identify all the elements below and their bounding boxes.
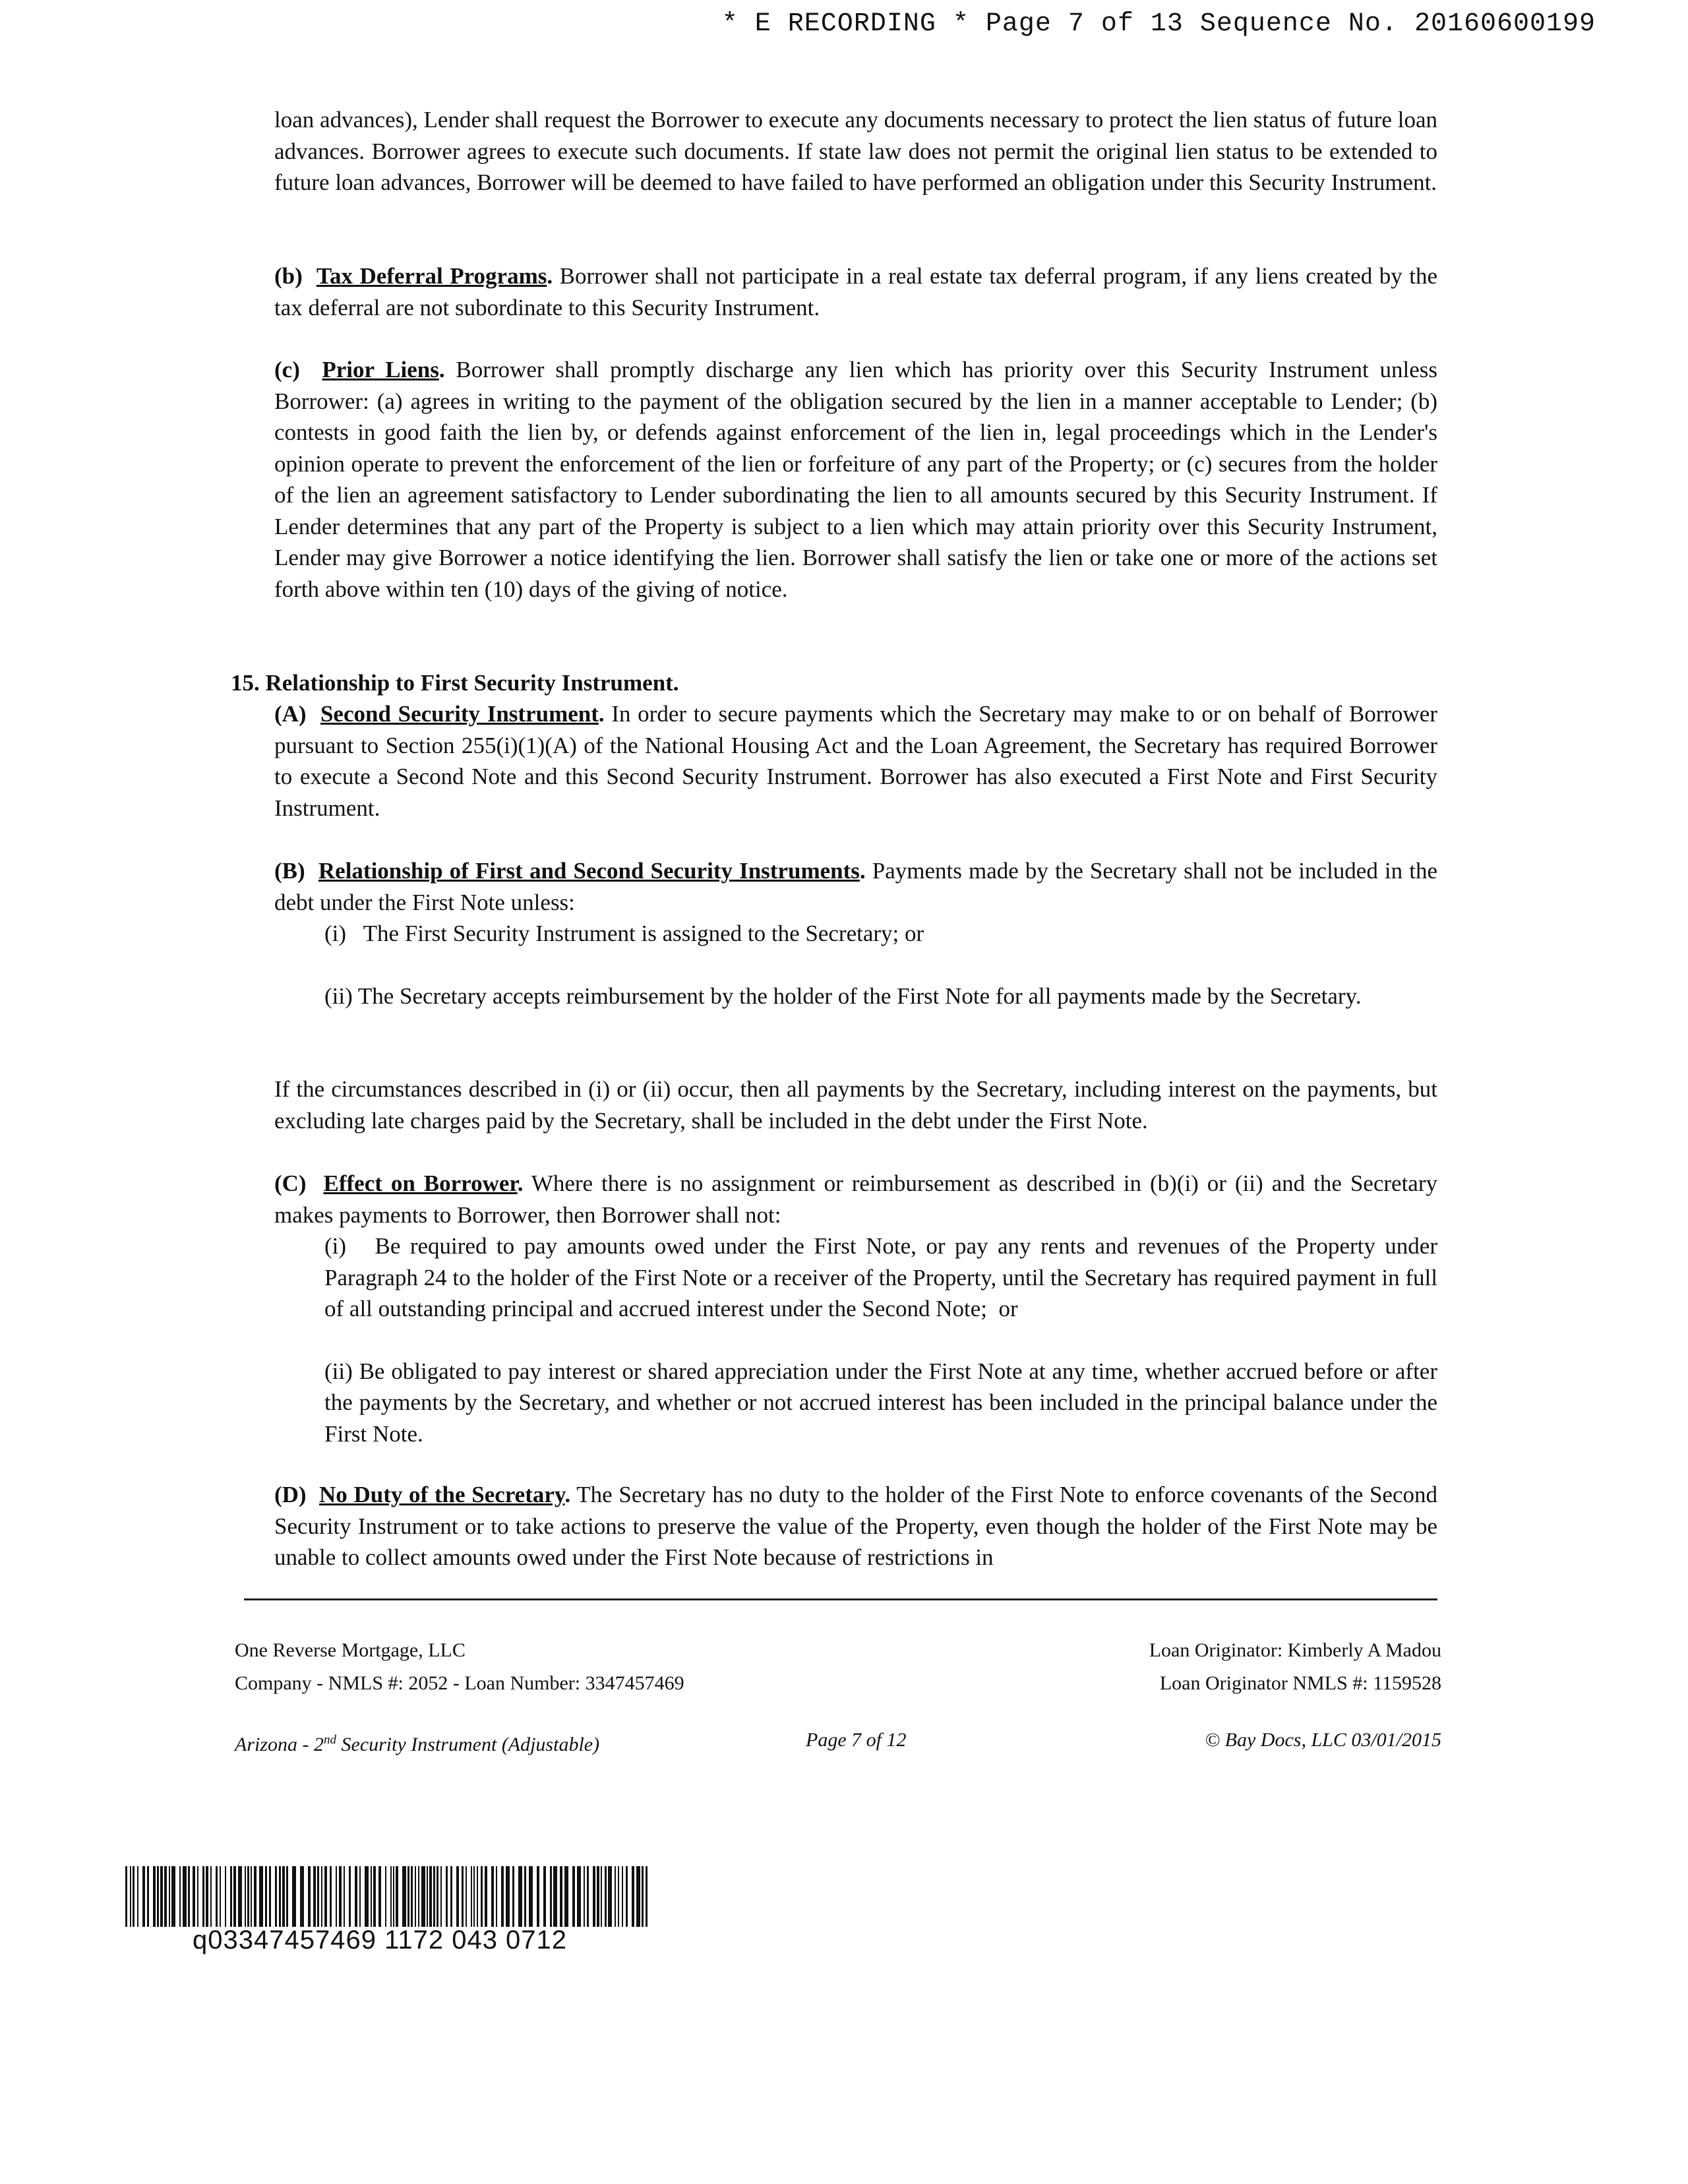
company-name: One Reverse Mortgage, LLC xyxy=(235,1639,466,1661)
barcode-bar xyxy=(254,1866,256,1927)
barcode-bar xyxy=(330,1866,332,1927)
barcode-bar xyxy=(245,1866,246,1927)
barcode-bar xyxy=(202,1866,204,1927)
section-text: The Secretary has no duty to the holder of the First Note to enforce covenants of the Second Security Instrument or to take actions to preserve the value of the Property, even though the holder of the First Note may be unable to collect amounts owed under the First Note because of restrictions in xyxy=(274,1482,1438,1570)
barcode-bar xyxy=(537,1866,539,1927)
barcode-bar xyxy=(415,1866,416,1927)
barcode-bar xyxy=(577,1866,581,1927)
barcode-bar xyxy=(466,1866,467,1927)
company-nmls: Company - NMLS #: 2052 - Loan Number: 3347457469 xyxy=(235,1672,684,1694)
barcode-number: q03347457469 1172 043 0712 xyxy=(193,1926,568,1955)
footer-divider xyxy=(244,1598,1437,1600)
paragraph-second-security: (A) Second Security Instrument. In order to secure payments which the Secretary may make to or on behalf of Borrower pursuant to Section 255(i)(1)(A) of the National Housing Act and the Loan Agreement, the Secretary has required Borrower to execute a Second Note and this Second Security Instrument. Borrower has also executed a First Note and First Security Instrument. xyxy=(274,701,1437,821)
barcode-bar xyxy=(349,1866,351,1927)
barcode-bar xyxy=(292,1866,296,1927)
barcode-bar xyxy=(433,1866,435,1927)
barcode-bar xyxy=(385,1866,386,1927)
barcode-bar xyxy=(632,1866,634,1927)
paragraph-circumstances xyxy=(274,1074,1437,1136)
barcode-bar xyxy=(572,1866,575,1927)
barcode-bar xyxy=(171,1866,175,1927)
barcode-bar xyxy=(477,1866,478,1927)
section-text: Where there is no assignment or reimbursement as described in (b)(i) or (ii) and the Secretary makes payments to Borrower, then Borrower shall not: xyxy=(274,1170,1437,1228)
barcode-bar xyxy=(437,1866,438,1927)
paragraph-prior-liens: (c) Prior Liens. Borrower shall promptly discharge any lien which has priority over this Security Instrument unless Borrower: (a) agrees in writing to the payment of the obligation secured by the lien in a manner acceptable to Lender; (b) contests in good faith the lien by, or defends against enforcement of the lien in, legal proceedings which in the Lender's opinion operate to prevent the enforcement of the lien or forfeiture of any part of the Property; or (c) secures from the holder of the lien an agreement satisfactory to Lender subordinating the lien to all amounts secured by this Security Instrument. If Lender determines that any part of the Property is subject to a lien which may attain priority over this Security Instrument, Lender may give Borrower a notice identifying the lien. Borrower shall satisfy the lien or take one or more of the actions set forth above within ten (10) days of the giving of notice. xyxy=(274,357,1438,602)
barcode-bar xyxy=(188,1866,190,1927)
barcode-bar xyxy=(344,1866,345,1927)
section-text: Borrower shall promptly discharge any lien which has priority over this Security Instrument unless Borrower: (a) agrees in writing to the payment of the obligation secured by the lien in a manner acceptable to Lender; (b) contests in good faith the lien by, or defends against enforcement of the lien in, legal proceedings which in the Lender's opinion operate to prevent the enforcement of the lien or forfeiture of any part of the Property; or (c) secures from the holder of the lien an agreement satisfactory to Lender subordinating the lien to all amounts secured by this Security Instrument. If Lender determines that any part of the Property is subject to a lien which may attain priority over this Security Instrument, Lender may give Borrower a notice identifying the lien. Borrower shall satisfy the lien or take one or more of the actions set forth above within ten (10) days of the giving of notice. xyxy=(274,357,1438,602)
section-title: Effect on Borrower xyxy=(323,1170,518,1196)
barcode-bar xyxy=(501,1866,504,1927)
barcode-bar xyxy=(560,1866,562,1927)
copyright: © Bay Docs, LLC 03/01/2015 xyxy=(1205,1729,1441,1751)
barcode-bar xyxy=(553,1866,557,1927)
barcode-bar xyxy=(279,1866,281,1927)
barcode-bar xyxy=(446,1866,448,1927)
barcode-bar xyxy=(359,1866,361,1927)
barcode-bar xyxy=(324,1866,327,1927)
barcode-bar xyxy=(543,1866,546,1927)
barcode-bar xyxy=(421,1866,425,1927)
section-title: Relationship of First and Second Security Instruments xyxy=(318,858,860,884)
paragraph-effect-borrower: (C) Effect on Borrower. Where there is no assignment or reimbursement as described in (b)(i) or (ii) and the Secretary makes payments to Borrower, then Borrower shall not: (i) Be required to pay amounts owed under the First Note, or pay any rents and revenues of the Property under Paragraph 24 to the holder of the First Note or a receiver of the Property, until the Secretary has required payment in full of all outstanding principal and accrued interest under the Second Note; or (ii) Be obligated to pay interest or shared appreciation under the First Note at any time, whether accrued before or after the payments by the Secretary, and whether or not accrued interest has been included in the principal balance under the First Note. xyxy=(274,1168,1437,1449)
barcode-bar xyxy=(518,1866,522,1927)
barcode-bar xyxy=(402,1866,406,1927)
list-item-c-i: (i) Be required to pay amounts owed under the First Note, or pay any rents and revenues of the Property under Paragraph 24 to the holder of the First Note or a receiver of the Property, until the Secretary has required payment in full of all outstanding principal and accrued interest under the Second Note; or xyxy=(324,1233,1443,1321)
barcode-bar xyxy=(427,1866,428,1927)
barcode-bar xyxy=(216,1866,218,1927)
section-label: (A) xyxy=(274,701,307,727)
list-item-b-ii: (ii) The Secretary accepts reimbursement by the holder of the First Note for all payments made by the Secretary. xyxy=(324,983,1362,1009)
section-text: Borrower shall not participate in a real estate tax deferral program, if any liens created by the tax deferral are not subordinate to this Security Instrument. xyxy=(274,263,1438,320)
section-title: Tax Deferral Programs xyxy=(316,263,547,289)
barcode-bar xyxy=(238,1866,242,1927)
barcode-bar xyxy=(164,1866,167,1927)
barcode-bar xyxy=(450,1866,452,1927)
barcode-bar xyxy=(584,1866,585,1927)
barcode-bar xyxy=(308,1866,311,1927)
barcode-bar xyxy=(147,1866,149,1927)
form-name xyxy=(235,1724,599,1761)
barcode-bar xyxy=(286,1866,288,1927)
section-title: No Duty of the Secretary xyxy=(318,1482,565,1507)
barcode-bar xyxy=(642,1866,644,1927)
barcode-bar xyxy=(130,1866,131,1927)
barcode-bar xyxy=(636,1866,640,1927)
list-item-c-ii: (ii) Be obligated to pay interest or shared appreciation under the First Note at any time, whether accrued before or after the payments by the Secretary, and whether or not accrued interest has been included in the principal balance under the First Note. xyxy=(324,1358,1437,1447)
barcode-bar xyxy=(365,1866,369,1927)
barcode-bar xyxy=(550,1866,552,1927)
barcode-bar xyxy=(317,1866,319,1927)
barcode-bar xyxy=(125,1866,127,1927)
barcode-bar xyxy=(225,1866,226,1927)
originator-name: Loan Originator: Kimberly A Madou xyxy=(1149,1639,1441,1661)
barcode-bar xyxy=(157,1866,159,1927)
footer-company xyxy=(235,1634,684,1700)
section-title: Prior Liens xyxy=(322,357,439,382)
barcode-bar xyxy=(473,1866,475,1927)
barcode-bar xyxy=(169,1866,170,1927)
section-15-heading: 15. Relationship to First Security Instrument. xyxy=(231,670,679,696)
form-suffix: Security Instrument (Adjustable) xyxy=(336,1734,600,1755)
paragraph-no-duty: (D) No Duty of the Secretary. The Secretary has no duty to the holder of the First Note to enforce covenants of the Second Security Instrument or to take actions to preserve the value of the Property, even though the holder of the First Note may be unable to collect amounts owed under the First Note because of restrictions in xyxy=(274,1482,1438,1570)
barcode-bar xyxy=(247,1866,249,1927)
section-label: (C) xyxy=(274,1170,307,1196)
barcode-bar xyxy=(524,1866,526,1927)
barcode xyxy=(125,1866,648,1927)
section-label: (D) xyxy=(274,1482,307,1507)
footer-originator xyxy=(1149,1634,1441,1700)
barcode-bar xyxy=(622,1866,623,1927)
barcode-bar xyxy=(265,1866,267,1927)
barcode-bar xyxy=(179,1866,181,1927)
section-text: Payments made by the Secretary shall not be included in the debt under the First Note unless: xyxy=(274,858,1438,915)
barcode-bar xyxy=(153,1866,156,1927)
barcode-bar xyxy=(506,1866,510,1927)
form-sup: nd xyxy=(324,1733,336,1747)
barcode-bar xyxy=(259,1866,263,1927)
barcode-bar xyxy=(587,1866,589,1927)
barcode-bar xyxy=(512,1866,514,1927)
paragraph-relationship: (B) Relationship of First and Second Security Instruments. Payments made by the Secretary shall not be included in the debt under the First Note unless: (i) The First Security Instrument is assigned to the Secretary; or (ii) The Secretary accepts reimbursement by the holder of the First Note for all payments made by the Secretary. xyxy=(274,855,1437,1012)
recording-header: * E RECORDING * Page 7 of 13 Sequence No. 20160600199 xyxy=(721,9,1596,39)
barcode-bar xyxy=(597,1866,599,1927)
barcode-bar xyxy=(496,1866,497,1927)
barcode-bar xyxy=(275,1866,277,1927)
barcode-bar xyxy=(601,1866,602,1927)
barcode-bar xyxy=(230,1866,232,1927)
barcode-bar xyxy=(393,1866,394,1927)
barcode-bar xyxy=(336,1866,337,1927)
barcode-bar xyxy=(615,1866,616,1927)
list-item-b-i: (i) The First Security Instrument is assigned to the Secretary; or xyxy=(324,921,924,946)
barcode-bar xyxy=(418,1866,419,1927)
barcode-bar xyxy=(378,1866,381,1927)
paragraph-tax-deferral: (b) Tax Deferral Programs. Borrower shall not participate in a real estate tax deferral program, if any liens created by the tax deferral are not subordinate to this Security Instrument. xyxy=(274,263,1438,320)
barcode-bar xyxy=(373,1866,376,1927)
barcode-bar xyxy=(160,1866,163,1927)
barcode-bar xyxy=(313,1866,316,1927)
barcode-bar xyxy=(646,1866,648,1927)
section-label: (c) xyxy=(274,357,300,382)
barcode-bar xyxy=(142,1866,145,1927)
barcode-bar xyxy=(626,1866,628,1927)
form-prefix: Arizona - 2 xyxy=(235,1734,324,1755)
originator-nmls: Loan Originator NMLS #: 1159528 xyxy=(1159,1672,1441,1694)
barcode-bar xyxy=(485,1866,487,1927)
barcode-bar xyxy=(220,1866,221,1927)
paragraph-loan-advances xyxy=(274,104,1437,198)
paragraph-text: If the circumstances described in (i) or (ii) occur, then all payments by the Secretary, including interest on the payments, but excluding late charges paid by the Secretary, shall be included in the debt under the First Note. xyxy=(274,1076,1437,1134)
barcode-bar xyxy=(206,1866,208,1927)
barcode-bar xyxy=(197,1866,198,1927)
section-text: In order to secure payments which the Secretary may make to or on behalf of Borrower pursuant to Section 255(i)(1)(A) of the National Housing Act and the Loan Agreement, the Secretary has required Borrower to execute a Second Note and this Second Security Instrument. Borrower has also executed a First Note and First Security Instrument. xyxy=(274,701,1437,821)
barcode-bar xyxy=(608,1866,612,1927)
barcode-bar xyxy=(137,1866,138,1927)
barcode-bar xyxy=(396,1866,398,1927)
barcode-bar xyxy=(429,1866,432,1927)
barcode-bar xyxy=(251,1866,252,1927)
barcode-bar xyxy=(193,1866,195,1927)
barcode-bar xyxy=(300,1866,304,1927)
barcode-bar xyxy=(321,1866,322,1927)
barcode-bar xyxy=(390,1866,392,1927)
section-label: (b) xyxy=(274,263,303,289)
page-number: Page 7 of 12 xyxy=(806,1729,907,1751)
barcode-bar xyxy=(481,1866,483,1927)
barcode-bar xyxy=(462,1866,464,1927)
barcode-bar xyxy=(593,1866,595,1927)
paragraph-text: loan advances), Lender shall request the Borrower to execute any documents necessary to protect the lien status of future loan advances. Borrower agrees to execute such documents. If state law does not permit the original lien status to be extended to future loan advances, Borrower will be deemed to have failed to have performed an obligation under this Security Instrument. xyxy=(274,107,1437,195)
barcode-bar xyxy=(282,1866,285,1927)
barcode-bar xyxy=(456,1866,459,1927)
barcode-bar xyxy=(269,1866,271,1927)
barcode-bar xyxy=(233,1866,236,1927)
barcode-bar xyxy=(339,1866,342,1927)
barcode-bar xyxy=(355,1866,357,1927)
barcode-bar xyxy=(183,1866,187,1927)
barcode-bar xyxy=(471,1866,472,1927)
barcode-bar xyxy=(133,1866,135,1927)
barcode-bar xyxy=(210,1866,212,1927)
section-title: Second Security Instrument xyxy=(320,701,599,727)
barcode-bar xyxy=(440,1866,442,1927)
section-label: (B) xyxy=(274,858,305,884)
barcode-bar xyxy=(411,1866,413,1927)
barcode-bar xyxy=(605,1866,607,1927)
barcode-bar xyxy=(564,1866,568,1927)
barcode-bar xyxy=(371,1866,372,1927)
barcode-bar xyxy=(491,1866,494,1927)
barcode-bar xyxy=(529,1866,533,1927)
barcode-bar xyxy=(618,1866,619,1927)
barcode-bar xyxy=(407,1866,409,1927)
